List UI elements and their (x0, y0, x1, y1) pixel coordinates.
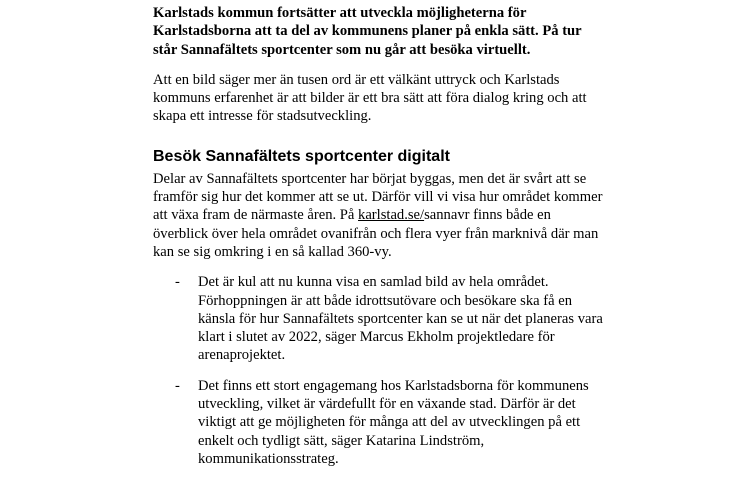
section-line (153, 206, 623, 224)
quote-line: viktigt att ge möjligheten för många att del av utvecklingen på ett (198, 414, 581, 431)
quote-line: känsla för hur Sannafältets sportcenter kan se ut när det planeras vara (198, 310, 603, 327)
quote-line: Det är kul att nu kunna visa en samlad bild av hela området. (198, 274, 549, 291)
quote-line: enkelt och tydligt sätt, säger Katarina Lindström, (198, 432, 485, 449)
section-line-text: sannavr finns både en (424, 207, 551, 224)
quote-line: klart i slutet av 2022, säger Marcus Ekholm projektledare för (198, 329, 555, 346)
section-paragraph (153, 170, 623, 261)
quote-list (153, 273, 623, 468)
intro-paragraph (153, 71, 623, 126)
section-line: Delar av Sannafältets sportcenter har börjat byggas, men det är svårt att se (153, 170, 587, 187)
section-line: kan se sig omkring i en så kallad 360-vy. (153, 243, 392, 260)
lead-line: står Sannafältets sportcenter som nu går att besöka virtuellt. (153, 41, 531, 58)
quote-line: utveckling, vilket är värdefullt för en växande stad. Därför är det (198, 396, 576, 413)
quote-line: arenaprojektet. (198, 347, 286, 364)
lead-line: Karlstads kommun fortsätter att utveckla möjligheterna för (153, 5, 527, 21)
karlstad-link[interactable]: karlstad.se/ (358, 207, 425, 224)
section-line-text: att växa fram de närmaste åren. På (153, 207, 359, 224)
intro-line: Att en bild säger mer än tusen ord är ett välkänt uttryck och Karlstads (153, 71, 560, 88)
document-page (153, 4, 623, 480)
dash-bullet: - (175, 377, 180, 394)
quote-line: kommunikationsstrateg. (198, 450, 339, 467)
quote-item (153, 273, 623, 364)
lead-line: Karlstadsborna att ta del av kommunens planer på enkla sätt. På tur (153, 23, 582, 40)
section-line: framför sig hur det kommer att se ut. Därför vill vi visa hur området kommer (153, 189, 603, 206)
quote-item (153, 377, 623, 468)
intro-line: skapa ett intresse för stadsutveckling. (153, 108, 372, 125)
intro-line: kommuns erfarenhet är att bilder är ett bra sätt att föra dialog kring och att (153, 90, 587, 107)
section-line: överblick över hela området ovanifrån och flera vyer från marknivå där man (153, 225, 599, 242)
quote-line: Det finns ett stort engagemang hos Karlstadsborna för kommunens (198, 377, 589, 394)
lead-paragraph (153, 4, 623, 59)
dash-bullet: - (175, 274, 180, 291)
quote-line: Förhoppningen är att både idrottsutövare och besökare ska få en (198, 292, 573, 309)
section-heading: Besök Sannafältets sportcenter digitalt (153, 147, 450, 165)
